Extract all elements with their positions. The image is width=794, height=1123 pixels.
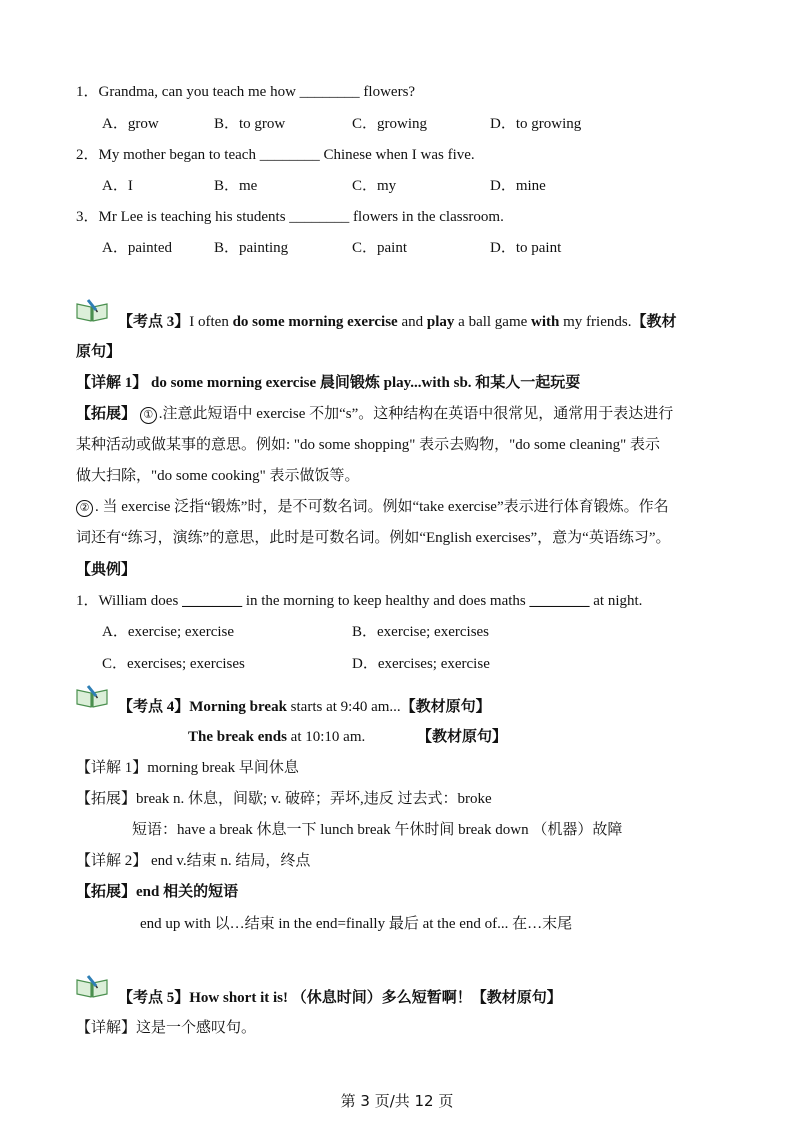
q3-option-c: C．paint — [352, 240, 407, 256]
kd4-extend-1: 【拓展】break n. 休息，间歇; v. 破碎；弄坏,违反 过去式：broke — [76, 791, 492, 807]
kd3-extend-1 — [76, 404, 673, 424]
kd3-option-c: C．exercises; exercises — [102, 656, 245, 672]
kd3-extend-1c: 做大扫除，"do some cooking" 表示做饭等。 — [76, 468, 360, 484]
kd3-source-tail: 原句】 — [76, 344, 122, 360]
kd3-example-part-1: 1．William does — [76, 593, 183, 609]
kd3-source-1: 【教材 — [631, 314, 677, 330]
kd3-explain-1: 【详解 1】 do some morning exercise 晨间锻炼 play...with sb. 和某人一起玩耍 — [76, 375, 581, 391]
kd5-explain: 【详解】这是一个感叹句。 — [76, 1020, 257, 1036]
kd4-text-2: at 10:10 am. — [286, 729, 366, 745]
kd3-extend-2a: . 当 exercise 泛指“锻炼”时，是不可数名词。例如“take exercise”表示进行体育锻炼。作名 — [95, 499, 669, 515]
q2-option-a: A．I — [102, 178, 133, 194]
kd4-end-phrases: end up with 以…结束 in the end=finally 最后 at the end of... 在…末尾 — [140, 916, 573, 932]
kd3-extend-1a: .注意此短语中 exercise 不加“s”。这种结构在英语中很常见，通常用于表达进行 — [158, 406, 674, 422]
kd3-example-label: 【典例】 — [76, 562, 137, 578]
kd3-option-a: A．exercise; exercise — [102, 624, 235, 640]
kd3-text-3: a ball game — [454, 314, 532, 330]
q3-option-d: D．to paint — [490, 240, 562, 256]
kd3-text-2: and — [397, 314, 427, 330]
kd3-example-stem — [76, 591, 642, 611]
kd3-example-part-3: at night. — [589, 593, 643, 609]
kd4-heading-2 — [188, 727, 365, 747]
kd4-phrases: 短语：have a break 休息一下 lunch break 午休时间 break down （机器）故障 — [132, 822, 623, 838]
kd4-bold-1: Morning break — [189, 699, 287, 715]
q1-option-d: D．to growing — [490, 116, 582, 132]
page-footer: 第 3 页/共 12 页 — [340, 1092, 454, 1110]
q1-option-b: B．to grow — [214, 116, 286, 132]
q1-option-a: A．grow — [102, 116, 159, 132]
q2-option-b: B．me — [214, 178, 258, 194]
kd4-explain-2: 【详解 2】 end v.结束 n. 结局，终点 — [76, 853, 311, 869]
question-2-stem: 2．My mother began to teach ________ Chinese when I was five. — [76, 147, 475, 163]
circled-number-1: ① — [140, 407, 157, 424]
kd5-heading: 【考点 5】How short it is! （休息时间）多么短暂啊！【教材原句】 — [118, 990, 562, 1006]
kd3-extend-2 — [76, 497, 669, 517]
kd4-source-1: 【教材原句】 — [400, 699, 491, 715]
kd3-extend-label: 【拓展】 — [76, 406, 137, 422]
kd4-extend-2: 【拓展】end 相关的短语 — [76, 884, 239, 900]
kd3-bold-1: do some morning exercise — [232, 314, 398, 330]
q2-option-d: D．mine — [490, 178, 546, 194]
kd3-bold-2: play — [426, 314, 455, 330]
kd3-example-part-2: in the morning to keep healthy and does maths — [242, 593, 530, 609]
kd3-option-d: D．exercises; exercise — [352, 656, 490, 672]
kd4-text-1: starts at 9:40 am... — [286, 699, 401, 715]
kd4-label: 【考点 4】 — [118, 699, 190, 715]
book-icon — [75, 974, 109, 998]
kd3-extend-1b: 某种活动或做某事的意思。例如: "do some shopping" 表示去购物，"do some cleaning" 表示 — [76, 437, 661, 453]
q2-option-c: C．my — [352, 178, 397, 194]
kd3-option-b: B．exercise; exercises — [352, 624, 490, 640]
kd3-text-4: my friends. — [559, 314, 632, 330]
kd3-label: 【考点 3】 — [118, 314, 190, 330]
question-1-stem: 1．Grandma, can you teach me how ________ flowers? — [76, 84, 416, 100]
q1-option-c: C．growing — [352, 116, 428, 132]
kd4-bold-2: The break ends — [188, 729, 287, 745]
circled-number-2: ② — [76, 500, 93, 517]
kd3-bold-3: with — [531, 314, 560, 330]
kd3-text-1: I often — [189, 314, 233, 330]
kd3-heading — [118, 312, 676, 332]
q3-option-b: B．painting — [214, 240, 289, 256]
book-icon — [75, 298, 109, 322]
q3-option-a: A．painted — [102, 240, 172, 256]
kd4-explain-1: 【详解 1】morning break 早间休息 — [76, 760, 299, 776]
kd3-extend-2b: 词还有“练习，演练”的意思，此时是可数名词。例如“English exercises”，意为“英语练习”。 — [76, 530, 671, 546]
blank-1: ________ — [182, 593, 243, 609]
blank-2: ________ — [529, 593, 590, 609]
kd4-source-2: 【教材原句】 — [417, 729, 508, 745]
kd4-heading — [118, 697, 491, 717]
book-icon — [75, 684, 109, 708]
question-3-stem: 3．Mr Lee is teaching his students ________ flowers in the classroom. — [76, 209, 504, 225]
